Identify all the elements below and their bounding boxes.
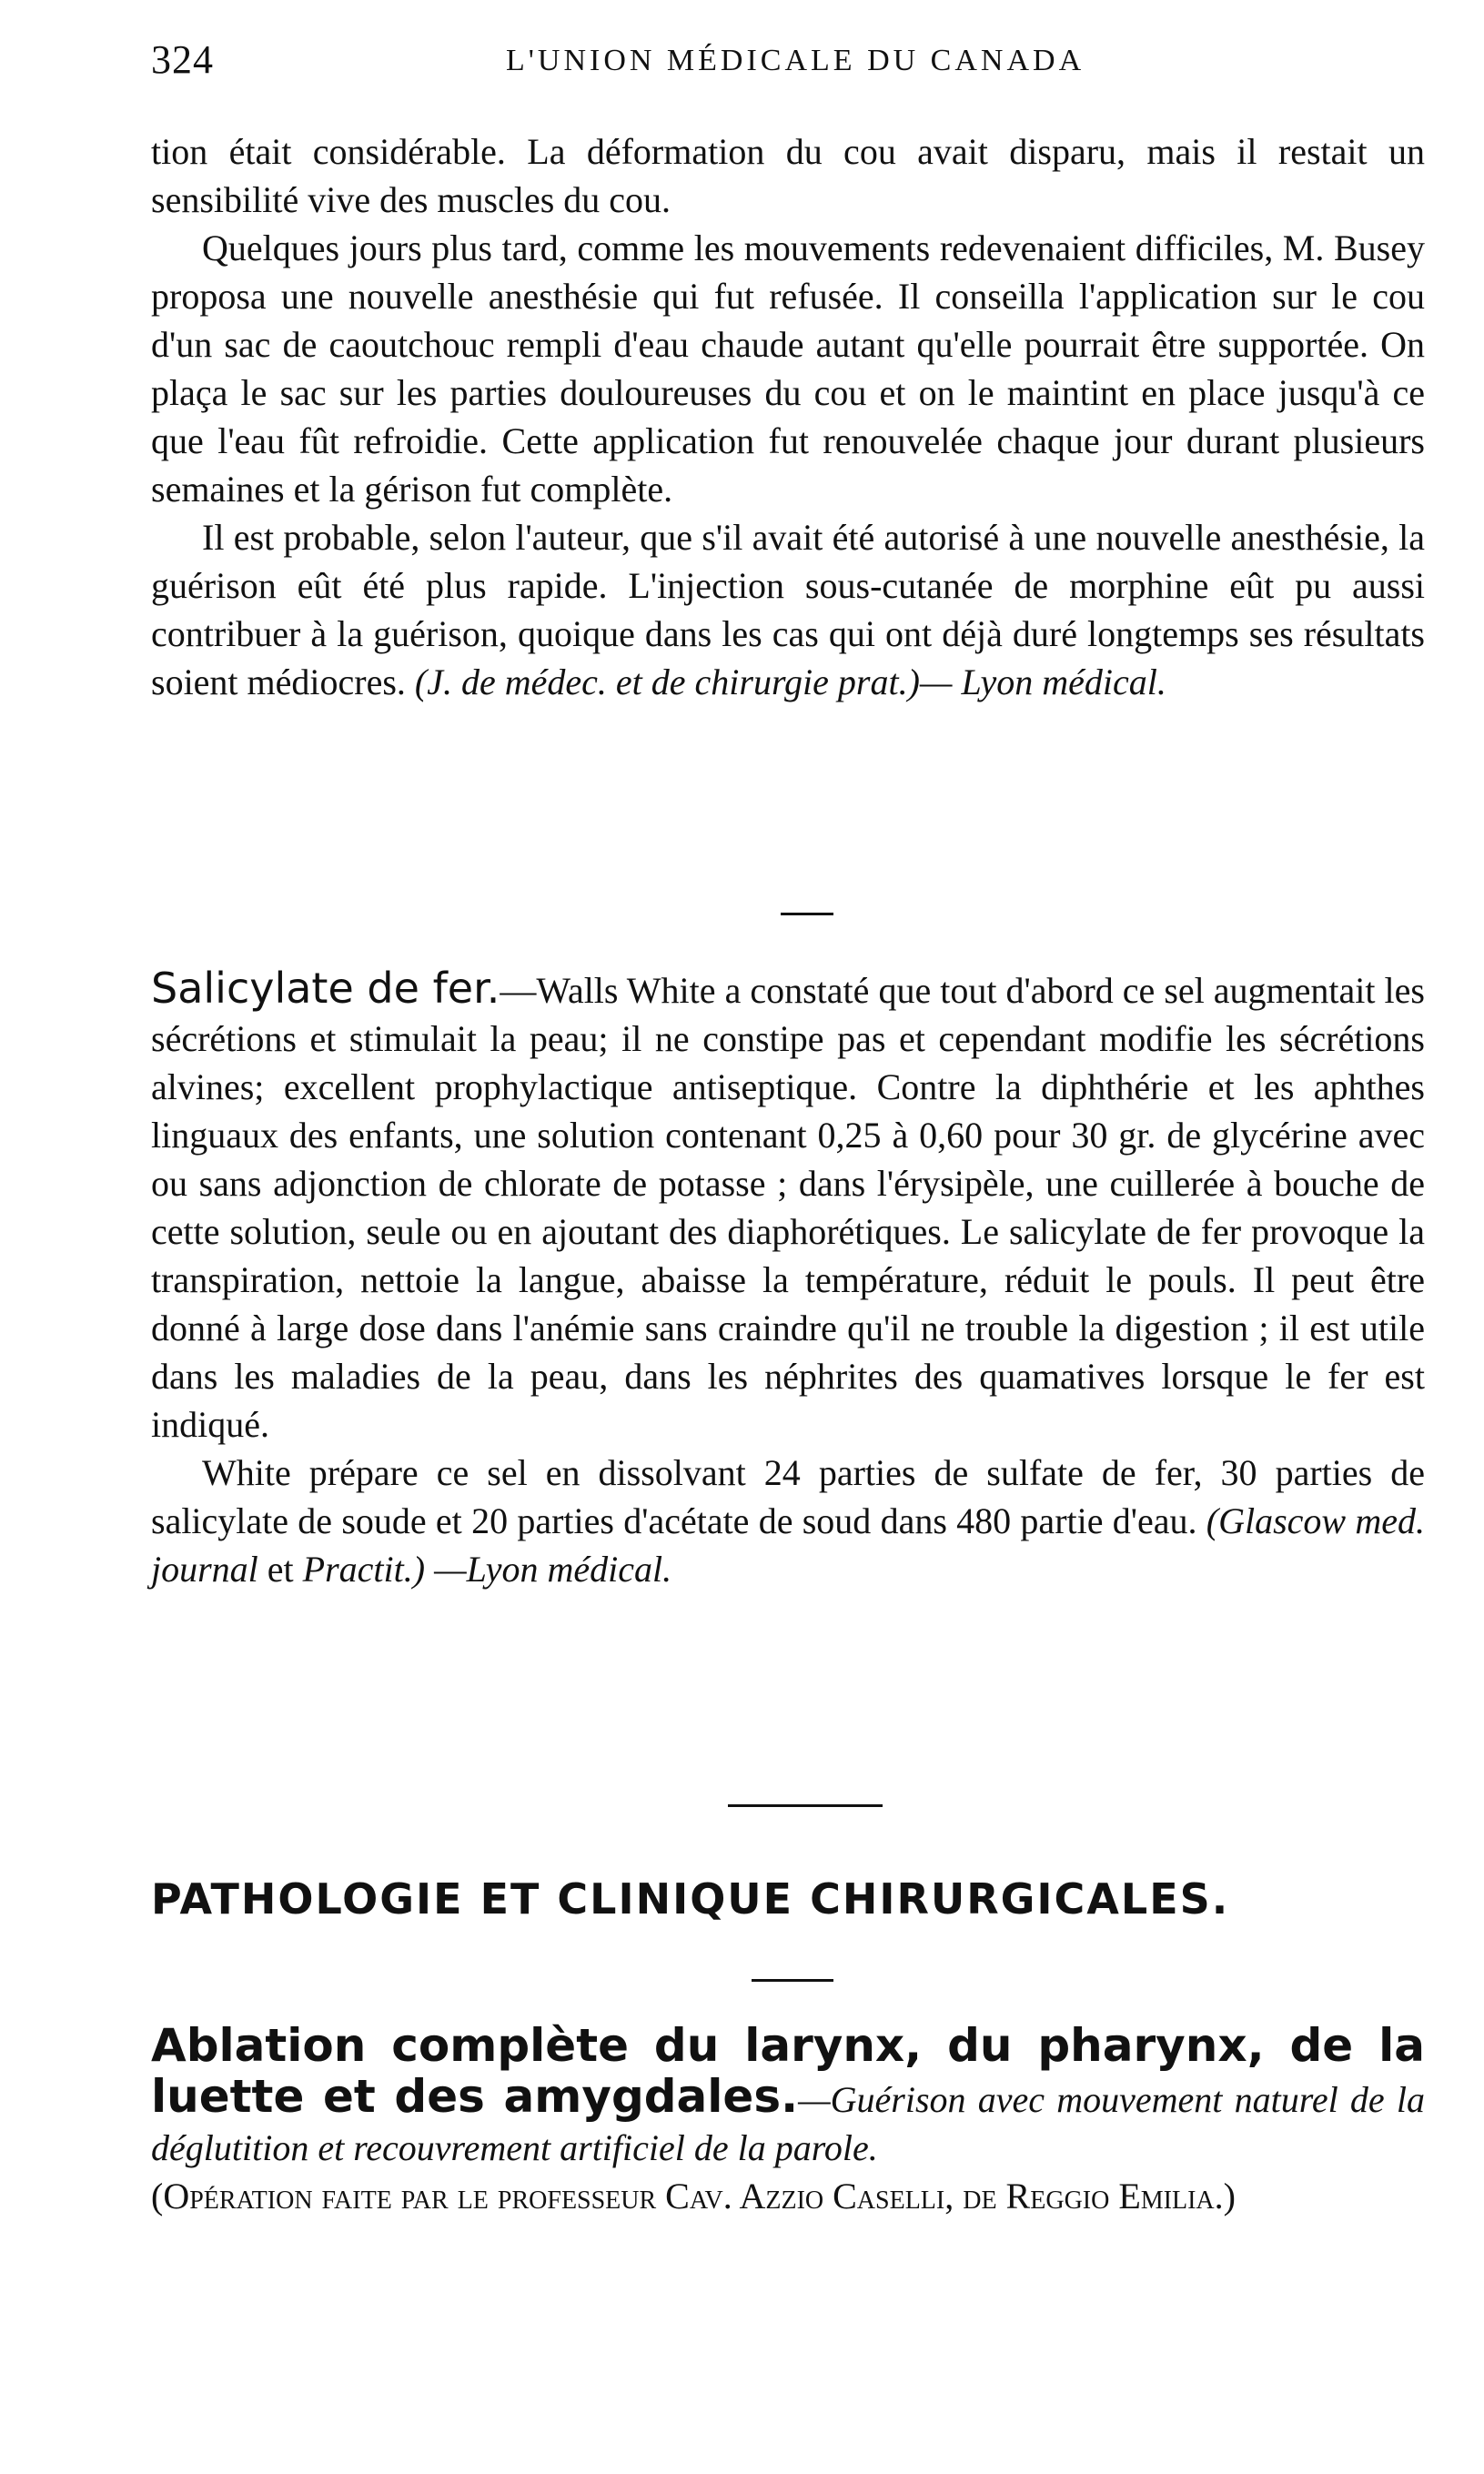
page-header	[151, 36, 1425, 91]
ablation-paragraph	[151, 2019, 1425, 2172]
ablation-title: Ablation complète du larynx, du pharynx, de la luette et des amygdales.	[151, 2019, 1425, 2123]
salicylate-preparation	[151, 1449, 1425, 1593]
paragraph-continuation: tion était considérable. La déformation du cou avait disparu, mais il restait un sensibilité vive des muscles du cou.	[151, 131, 1425, 220]
divider-section	[752, 1979, 833, 1982]
ablation-subtitle: —Guérison avec mouvement naturel de la déglutition et recouvrement artificiel de la parole.	[151, 2079, 1425, 2168]
citation-glasgow: (Glascow med. journal	[151, 1500, 1425, 1590]
salicylate-paragraph	[151, 964, 1425, 1449]
article-salicylate	[151, 964, 1425, 1593]
paragraph-treatment: Quelques jours plus tard, comme les mouvements redevenaient difficiles, M. Busey proposa une nouvelle anesthésie qui fut refusée. Il conseilla l'application sur le cou d'un sac de caoutchouc rempli d'eau chaude autant qu'elle pourrait être supportée. On plaça le sac sur les parties douloureuses du cou et on le maintint en place jusqu'à ce que l'eau fût refroidie. Cette application fut renouvelée chaque jour durant plusieurs semaines et la gérison fut complète.	[151, 227, 1425, 510]
citation-source: (J. de médec. et de chirurgie prat.)— Lyon médical.	[414, 661, 1166, 702]
section-heading: PATHOLOGIE ET CLINIQUE CHIRURGICALES.	[151, 1874, 1230, 1924]
paragraph-conclusion	[151, 513, 1425, 706]
article-ablation	[151, 2019, 1425, 2220]
page-number: 324	[151, 37, 214, 82]
salicylate-title: Salicylate de fer.	[151, 964, 500, 1013]
citation-and: et	[257, 1549, 303, 1590]
divider-short	[781, 913, 833, 915]
citation-lyon: —Lyon médical.	[434, 1549, 672, 1590]
citation-practitioner: Practit.)	[302, 1549, 426, 1590]
preparation-text: White prépare ce sel en dissolvant 24 parties de sulfate de fer, 30 parties de salicylate de soude et 20 parties d'acétate de soud dans 480 partie d'eau.	[151, 1452, 1425, 1541]
running-title: L'UNION MÉDICALE DU CANADA	[506, 44, 1085, 77]
salicylate-text: —Walls White a constaté que tout d'abord ce sel augmentait les sécrétions et stimulait la peau; il ne constipe pas et cependant modifie les sécrétions alvines; excellent prophylactique antiseptique. Contre la diphthérie et les aphthes linguaux des enfants, une solution contenant 0,25 à 0,60 pour 30 gr. de glycérine avec ou sans adjonction de chlorate de potasse ; dans l'érysipèle, une cuillerée à bouche de cette solution, seule ou en ajoutant des diaphorétiques. Le salicylate de fer provoque la transpiration, nettoie la langue, abaisse la température, réduit le pouls. Il peut être donné à large dose dans l'anémie sans craindre qu'il ne trouble la digestion ; il est utile dans les maladies de la peau, dans les néphrites des quamatives lorsque le fer est indiqué.	[151, 970, 1425, 1445]
article-continuation	[151, 127, 1425, 706]
operation-note: (Opération faite par le professeur Cav. Azzio Caselli, de Reggio Emilia.)	[151, 2176, 1236, 2217]
conclusion-text: Il est probable, selon l'auteur, que s'il avait été autorisé à une nouvelle anesthésie, la guérison eût été plus rapide. L'injection sous-cutanée de morphine eût pu aussi contribuer à la guérison, quoique dans les cas qui ont déjà duré longtemps ses résultats soient médiocres.	[151, 517, 1425, 702]
divider-long	[728, 1804, 883, 1807]
